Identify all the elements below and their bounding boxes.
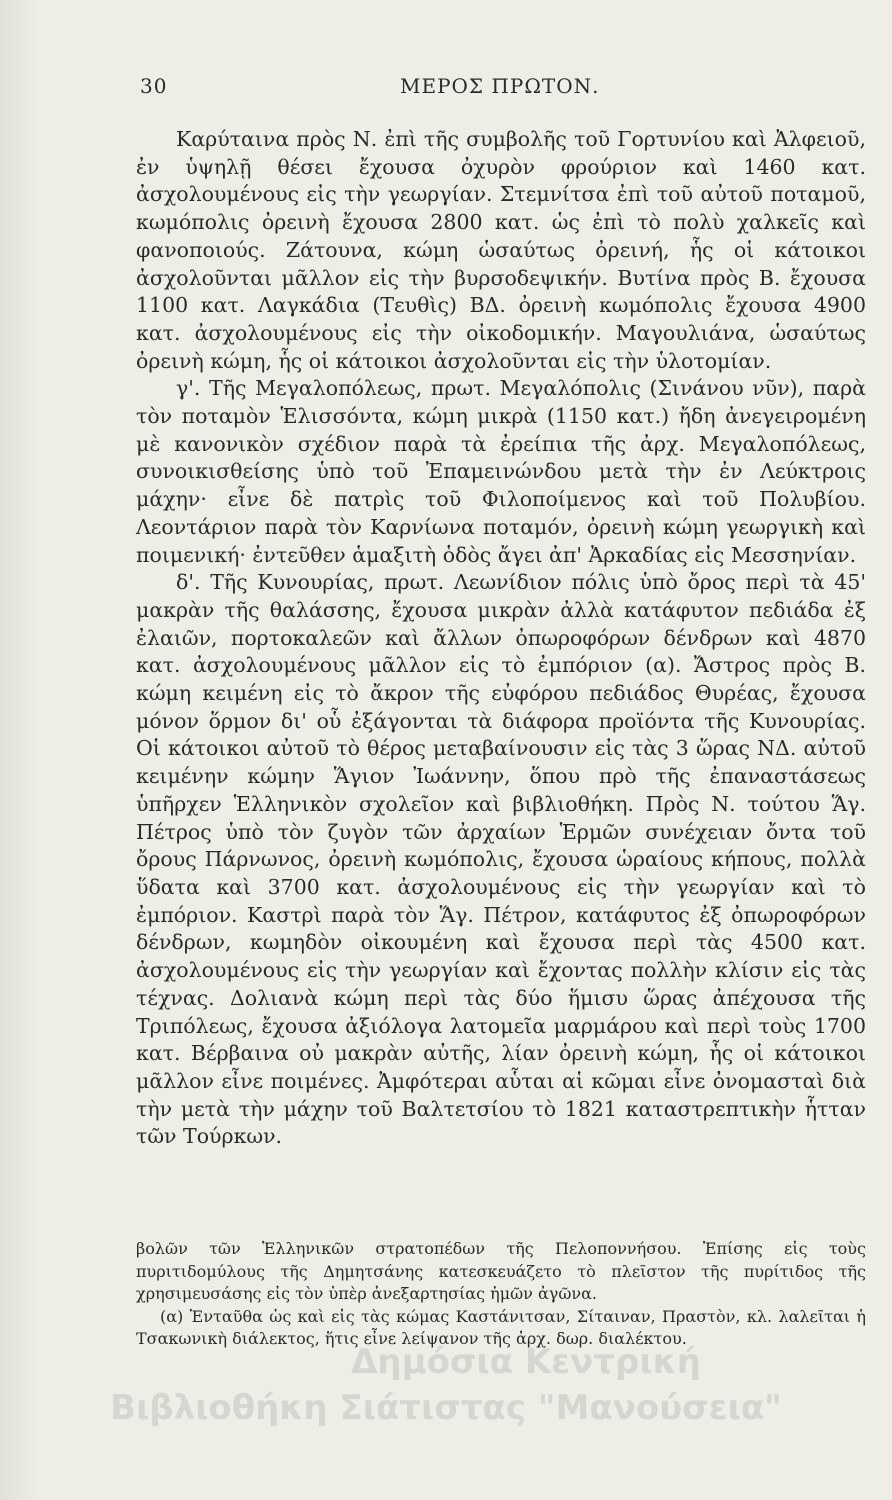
footnote-continuation: βολῶν τῶν Ἑλληνικῶν στρατοπέδων τῆς Πελοποννήσου. Ἐπίσης εἰς τοὺς πυριτιδομύλους τῆς Δημητσάνης κατεσκευάζετο τὸ πλεῖστον τῆς πυρίτιδος τῆς χρησιμευσάσης εἰς τὸν ὑπὲρ ἀνεξαρτησίας ἡμῶν ἀγῶνα. xyxy=(136,1239,866,1304)
running-head: ΜΕΡΟΣ ΠΡΩΤΟΝ. xyxy=(400,74,600,98)
footnote-a: (α) Ἐνταῦθα ὡς καὶ εἰς τὰς κώμας Καστάνιτσαν, Σίταιναν, Πραστὸν, κλ. λαλεῖται ἡ Τσακωνικὴ διάλεκτος, ἥτις εἶνε λείψανον τῆς ἀρχ. δωρ. διαλέκτου. xyxy=(136,1306,866,1349)
paragraph: Καρύταινα πρὸς Ν. ἐπὶ τῆς συμβολῆς τοῦ Γορτυνίου καὶ Ἀλφειοῦ, ἐν ὑψηλῇ θέσει ἔχουσα ὀχυρὸν φρούριον καὶ 1460 κατ. ἀσχολουμένους εἰς τὴν γεωργίαν. Στεμνίτσα ἐπὶ τοῦ αὐτοῦ ποταμοῦ, κωμόπολις ὀρεινὴ ἔχουσα 2800 κατ. ὡς ἐπὶ τὸ πολὺ χαλκεῖς καὶ φανοποιούς. Ζάτουνα, κώμη ὡσαύτως ὀρεινή, ἧς οἱ κάτοικοι ἀσχολοῦνται μᾶλλον εἰς τὴν βυρσοδεψικήν. Βυτίνα πρὸς Β. ἔχουσα 1100 κατ. Λαγκάδια (Τευθὶς) ΒΔ. ὀρεινὴ κωμόπολις ἔχουσα 4900 κατ. ἀσχολουμένους εἰς τὴν οἰκοδομικήν. Μαγουλιάνα, ὡσαύτως ὀρεινὴ κώμη, ἧς οἱ κάτοικοι ἀσχολοῦνται εἰς τὴν ὑλοτομίαν. xyxy=(136,127,866,373)
footnotes xyxy=(136,1238,866,1351)
main-text xyxy=(136,126,866,1151)
page-number: 30 xyxy=(140,74,168,98)
paragraph: δ'. Τῆς Κυνουρίας, πρωτ. Λεωνίδιον πόλις ὑπὸ ὄρος περὶ τὰ 45' μακρὰν τῆς θαλάσσης, ἔχουσα μικρὰν ἀλλὰ κατάφυτον πεδιάδα ἐξ ἐλαιῶν, πορτοκαλεῶν καὶ ἄλλων ὀπωροφόρων δένδρων καὶ 4870 κατ. ἀσχολουμένους μᾶλλον εἰς τὸ ἐμπόριον (α). Ἄστρος πρὸς Β. κώμη κειμένη εἰς τὸ ἄκρον τῆς εὐφόρου πεδιάδος Θυρέας, ἔχουσα μόνον ὅρμον δι' οὗ ἐξάγονται τὰ διάφορα προϊόντα τῆς Κυνουρίας. Οἱ κάτοικοι αὐτοῦ τὸ θέρος μεταβαίνουσιν εἰς τὰς 3 ὥρας ΝΔ. αὐτοῦ κειμένην κώμην Ἅγιον Ἰωάννην, ὅπου πρὸ τῆς ἐπαναστάσεως ὑπῆρχεν Ἑλληνικὸν σχολεῖον καὶ βιβλιοθήκη. Πρὸς Ν. τούτου Ἅγ. Πέτρος ὑπὸ τὸν ζυγὸν τῶν ἀρχαίων Ἑρμῶν συνέχειαν ὄντα τοῦ ὄρους Πάρνωνος, ὀρεινὴ κωμόπολις, ἔχουσα ὡραίους κήπους, πολλὰ ὕδατα καὶ 3700 κατ. ἀσχολουμένους εἰς τὴν γεωργίαν καὶ τὸ ἐμπόριον. Καστρὶ παρὰ τὸν Ἅγ. Πέτρον, κατάφυτος ἐξ ὀπωροφόρων δένδρων, κωμηδὸν οἰκουμένη καὶ ἔχουσα περὶ τὰς 4500 κατ. ἀσχολουμένους εἰς τὴν γεωργίαν καὶ ἔχοντας πολλὴν κλίσιν εἰς τὰς τέχνας. Δολιανὰ κώμη περὶ τὰς δύο ἥμισυ ὥρας ἀπέχουσα τῆς Τριπόλεως, ἔχουσα ἀξιόλογα λατομεῖα μαρμάρου καὶ περὶ τοὺς 1700 κατ. Βέρβαινα οὐ μακρὰν αὐτῆς, λίαν ὀρεινὴ κώμη, ἧς οἱ κάτοικοι μᾶλλον εἶνε ποιμένες. Ἀμφότεραι αὗται αἱ κῶμαι εἶνε ὀνομασταὶ διὰ τὴν μετὰ τὴν μάχην τοῦ Βαλτετσίου τὸ 1821 καταστρεπτικὴν ἧτταν τῶν Τούρκων. xyxy=(136,570,866,1149)
page-header xyxy=(140,74,860,114)
library-watermark-line-1: Δημόσια Κεντρική xyxy=(351,1342,701,1382)
paragraph: γ'. Τῆς Μεγαλοπόλεως, πρωτ. Μεγαλόπολις (Σινάνου νῦν), παρὰ τὸν ποταμὸν Ἑλισσόντα, κώμη μικρὰ (1150 κατ.) ἤδη ἀνεγειρομένη μὲ κανονικὸν σχέδιον παρὰ τὰ ἐρείπια τῆς ἀρχ. Μεγαλοπόλεως, συνοικισθείσης ὑπὸ τοῦ Ἐπαμεινώνδου μετὰ τὴν ἐν Λεύκτροις μάχην· εἶνε δὲ πατρὶς τοῦ Φιλοποίμενος καὶ τοῦ Πολυβίου. Λεοντάριον παρὰ τὸν Καρνίωνα ποταμόν, ὀρεινὴ κώμη γεωργικὴ καὶ ποιμενική· ἐντεῦθεν ἁμαξιτὴ ὁδὸς ἄγει ἀπ' Ἀρκαδίας εἰς Μεσσηνίαν. xyxy=(136,376,866,567)
library-watermark-line-2: Βιβλιοθήκη Σιάτιστας "Μανούσεια" xyxy=(110,1388,782,1428)
